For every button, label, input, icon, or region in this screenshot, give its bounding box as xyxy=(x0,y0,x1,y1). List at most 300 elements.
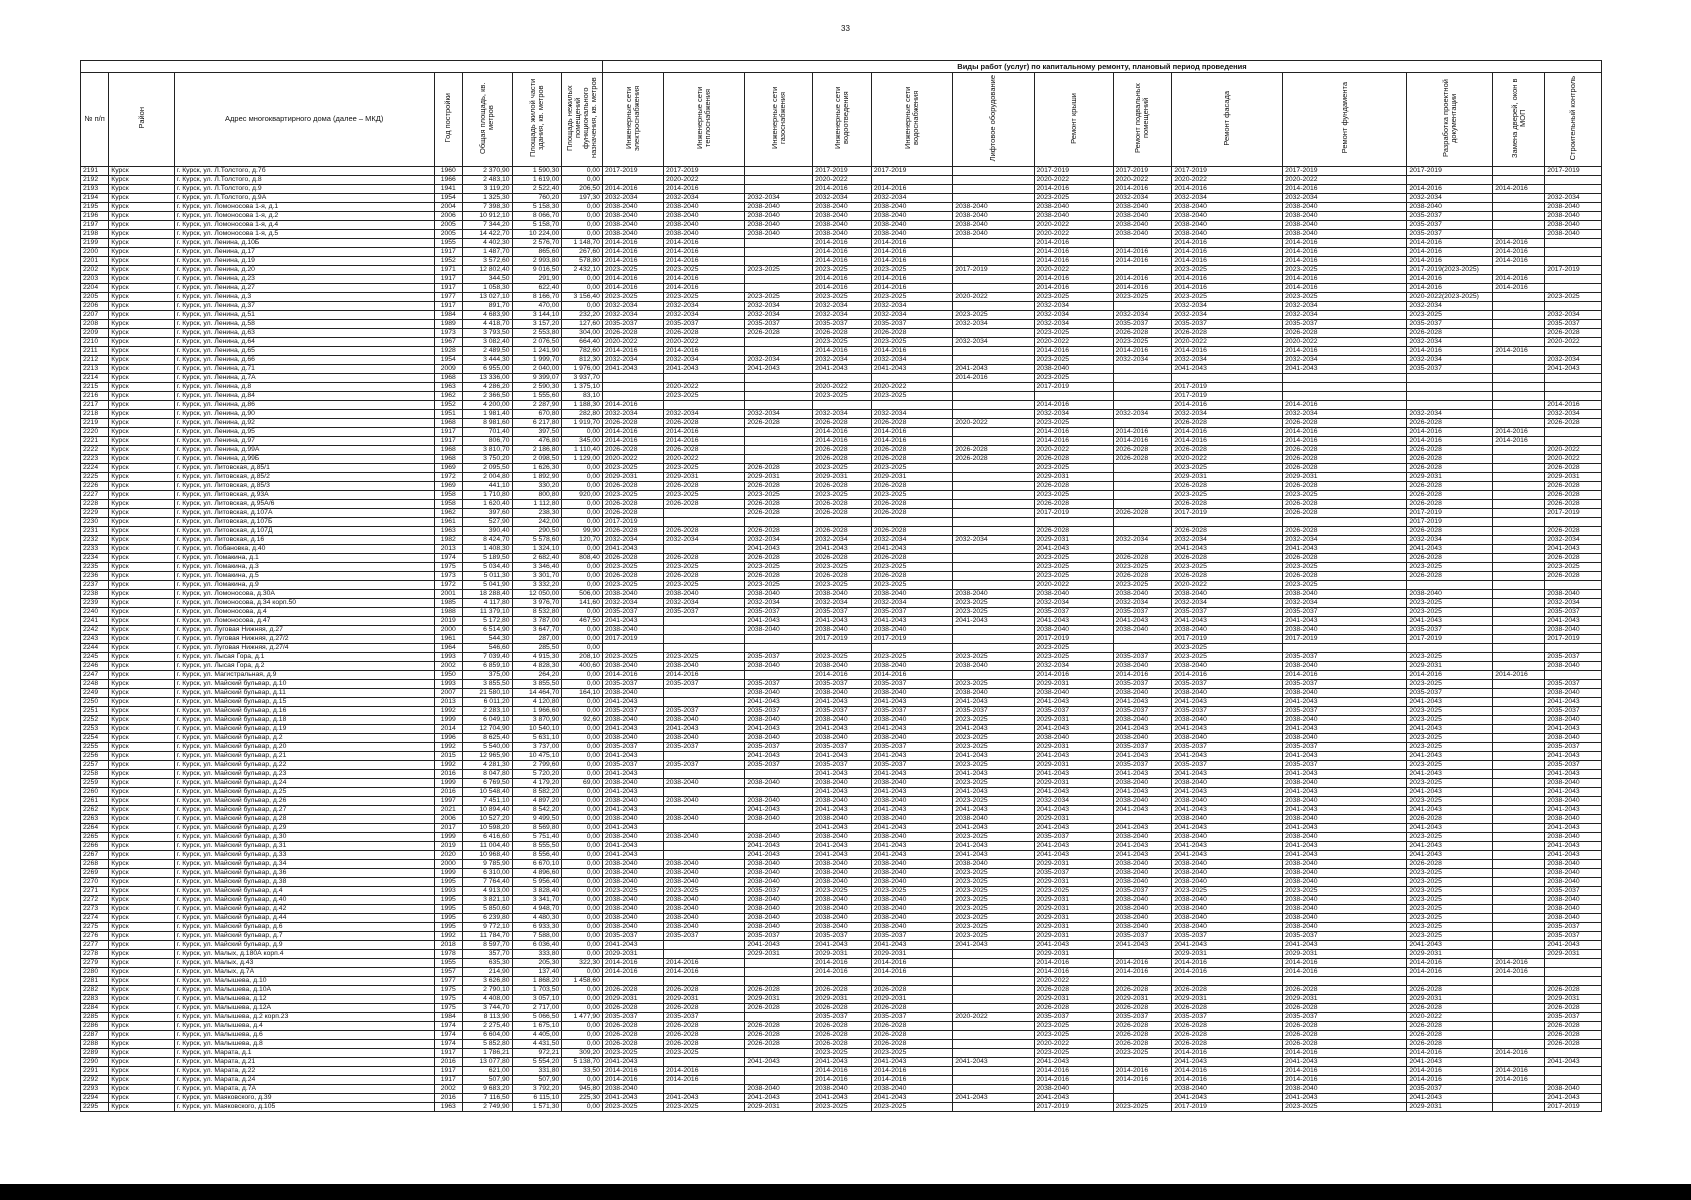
table-cell: 0,00 xyxy=(562,887,603,896)
table-cell xyxy=(953,167,1034,176)
table-cell: 1 188,30 xyxy=(562,401,603,410)
table-cell: 2026-2028 xyxy=(1545,554,1602,563)
table-cell: 2035-2037 xyxy=(663,608,744,617)
table-cell: 2041-2043 xyxy=(1113,698,1172,707)
table-cell: 2026-2028 xyxy=(1113,329,1172,338)
table-cell xyxy=(1493,581,1545,590)
table-row xyxy=(81,1058,1602,1067)
table-cell: 2038-2040 xyxy=(1113,626,1172,635)
table-cell: 2023-2025 xyxy=(1034,1022,1113,1031)
table-cell: 1972 xyxy=(434,473,462,482)
table-cell: 9 399,07 xyxy=(512,374,562,383)
table-cell: 3 750,20 xyxy=(462,455,512,464)
table-cell: Курск xyxy=(109,1013,175,1022)
table-cell xyxy=(1113,518,1172,527)
table-cell: 2038-2040 xyxy=(663,590,744,599)
table-cell: Курск xyxy=(109,644,175,653)
table-cell: 3 821,10 xyxy=(462,896,512,905)
table-row xyxy=(81,248,1602,257)
table-cell: 2023-2025 xyxy=(1034,356,1113,365)
table-cell: 441,10 xyxy=(462,482,512,491)
table-cell: 2020-2022 xyxy=(1172,581,1283,590)
table-cell: 2006 xyxy=(434,212,462,221)
table-cell: 2041-2043 xyxy=(602,1094,663,1103)
table-cell: Курск xyxy=(109,1103,175,1112)
table-cell: 0,00 xyxy=(562,635,603,644)
table-cell: 2038-2040 xyxy=(663,212,744,221)
table-cell: 2038-2040 xyxy=(663,230,744,239)
table-cell: 344,50 xyxy=(462,275,512,284)
table-cell: 2032-2034 xyxy=(871,194,952,203)
table-cell: 2026-2028 xyxy=(871,455,952,464)
table-cell xyxy=(1407,581,1493,590)
table-cell: 6 115,10 xyxy=(512,1094,562,1103)
table-cell: 2240 xyxy=(81,608,109,617)
table-cell: 2193 xyxy=(81,185,109,194)
table-cell: 3 082,40 xyxy=(462,338,512,347)
table-cell: 2023-2025 xyxy=(1034,1049,1113,1058)
table-cell xyxy=(953,1085,1034,1094)
table-cell: 2041-2043 xyxy=(1283,617,1407,626)
table-cell: 2014-2016 xyxy=(1407,239,1493,248)
table-cell: 2014-2016 xyxy=(1113,671,1172,680)
table-cell: 2219 xyxy=(81,419,109,428)
table-cell: 2035-2037 xyxy=(1113,653,1172,662)
table-cell xyxy=(602,644,663,653)
table-cell: Курск xyxy=(109,977,175,986)
table-cell: 2 576,70 xyxy=(512,239,562,248)
table-cell: 2041-2043 xyxy=(1407,752,1493,761)
table-cell: 0,00 xyxy=(562,941,603,950)
table-cell: г. Курск, ул. Ломоносова, д.34 корп.50 xyxy=(174,599,434,608)
table-cell: 2041-2043 xyxy=(1407,617,1493,626)
table-cell: 2276 xyxy=(81,932,109,941)
table-cell: 2038-2040 xyxy=(871,914,952,923)
table-cell: г. Курск, ул. Луговая Нижняя, д.27/4 xyxy=(174,644,434,653)
table-cell: 2026-2028 xyxy=(745,1031,813,1040)
table-cell xyxy=(1407,392,1493,401)
table-cell xyxy=(1493,464,1545,473)
table-cell: 2026-2028 xyxy=(871,482,952,491)
table-cell: 1995 xyxy=(434,914,462,923)
table-cell: 2023-2025 xyxy=(1034,464,1113,473)
table-cell: 2216 xyxy=(81,392,109,401)
table-cell: 701,40 xyxy=(462,428,512,437)
table-cell: г. Курск, ул. Малышева, д.10 xyxy=(174,977,434,986)
table-cell xyxy=(1493,491,1545,500)
table-cell: 2014-2016 xyxy=(1493,1049,1545,1058)
table-cell: 206,50 xyxy=(562,185,603,194)
table-cell: 2035-2037 xyxy=(813,320,872,329)
table-cell: 2035-2037 xyxy=(663,320,744,329)
table-cell: 2041-2043 xyxy=(1034,824,1113,833)
table-cell xyxy=(1113,491,1172,500)
table-cell: 2035-2037 xyxy=(663,1013,744,1022)
table-cell: 2014-2016 xyxy=(602,257,663,266)
table-cell: 1995 xyxy=(434,905,462,914)
table-cell: 2 098,50 xyxy=(512,455,562,464)
table-cell: Курск xyxy=(109,788,175,797)
table-cell: 2029-2031 xyxy=(602,950,663,959)
table-cell xyxy=(953,635,1034,644)
table-cell xyxy=(1113,1094,1172,1103)
table-cell: 2038-2040 xyxy=(813,662,872,671)
table-cell xyxy=(602,374,663,383)
table-cell: 4 200,00 xyxy=(462,401,512,410)
table-cell: 2014-2016 xyxy=(1113,248,1172,257)
table-cell: 3 937,70 xyxy=(562,374,603,383)
table-cell: 2023-2025 xyxy=(1407,707,1493,716)
table-cell: 2041-2043 xyxy=(1113,806,1172,815)
table-cell: 2035-2037 xyxy=(745,932,813,941)
table-cell: 1984 xyxy=(434,1013,462,1022)
table-cell: 2023-2025 xyxy=(1172,266,1283,275)
table-cell: 2038-2040 xyxy=(1545,860,1602,869)
table-row xyxy=(81,302,1602,311)
table-cell: г. Курск, ул. Малышева, д.12 xyxy=(174,995,434,1004)
table-cell: 2241 xyxy=(81,617,109,626)
table-cell: 2038-2040 xyxy=(1172,869,1283,878)
table-cell: 2026-2028 xyxy=(663,500,744,509)
table-cell: 2023-2025 xyxy=(1113,563,1172,572)
table-cell: 2 095,50 xyxy=(462,464,512,473)
table-cell: 2038-2040 xyxy=(745,896,813,905)
table-cell xyxy=(1545,968,1602,977)
table-cell xyxy=(953,1022,1034,1031)
table-cell: 2014-2016 xyxy=(1113,257,1172,266)
table-cell: Курск xyxy=(109,824,175,833)
table-cell: 5 852,80 xyxy=(462,1040,512,1049)
table-cell: 2035-2037 xyxy=(1545,680,1602,689)
table-cell: 2017-2019 xyxy=(813,635,872,644)
table-cell: 2017-2019 xyxy=(1172,392,1283,401)
table-cell: 2038-2040 xyxy=(871,896,952,905)
table-cell: 2023-2025 xyxy=(1407,932,1493,941)
table-cell: 2038-2040 xyxy=(1545,905,1602,914)
table-cell: 9 772,10 xyxy=(462,923,512,932)
table-cell: 2270 xyxy=(81,878,109,887)
table-cell: 2017-2019 xyxy=(1172,1103,1283,1112)
table-cell: 2224 xyxy=(81,464,109,473)
table-cell: Курск xyxy=(109,779,175,788)
table-cell: 2018 xyxy=(434,941,462,950)
table-cell: 2035-2037 xyxy=(1172,761,1283,770)
table-cell: 2023-2025 xyxy=(871,266,952,275)
table-cell xyxy=(1407,401,1493,410)
table-cell: 14 464,70 xyxy=(512,689,562,698)
table-cell: 2014-2016 xyxy=(1113,968,1172,977)
table-cell: 2026-2028 xyxy=(1113,986,1172,995)
table-row xyxy=(81,455,1602,464)
table-cell xyxy=(1493,1103,1545,1112)
table-cell: 2020-2022 xyxy=(1034,977,1113,986)
table-cell: 2032-2034 xyxy=(813,356,872,365)
table-cell: 2026-2028 xyxy=(1172,500,1283,509)
column-header: Инженерные сети газоснабжения xyxy=(745,73,813,167)
table-cell: 2207 xyxy=(81,311,109,320)
table-cell: 1978 xyxy=(434,950,462,959)
table-row xyxy=(81,698,1602,707)
table-cell: 6 049,10 xyxy=(462,716,512,725)
table-cell: Курск xyxy=(109,851,175,860)
table-cell: 2032-2034 xyxy=(953,320,1034,329)
table-cell: 2026-2028 xyxy=(1283,509,1407,518)
table-cell: 2026-2028 xyxy=(1407,1022,1493,1031)
table-cell: 4 402,30 xyxy=(462,239,512,248)
table-cell: 2026-2028 xyxy=(813,482,872,491)
table-cell xyxy=(1493,230,1545,239)
table-cell: 2026-2028 xyxy=(745,1022,813,1031)
table-row xyxy=(81,707,1602,716)
table-cell: 2238 xyxy=(81,590,109,599)
table-cell: 2026-2028 xyxy=(663,482,744,491)
table-cell: 0,00 xyxy=(562,905,603,914)
table-cell: 2041-2043 xyxy=(953,365,1034,374)
table-cell xyxy=(1493,545,1545,554)
table-cell: 1 976,00 xyxy=(562,365,603,374)
table-cell: 3 144,10 xyxy=(512,311,562,320)
table-cell xyxy=(1545,239,1602,248)
table-cell: г. Курск, ул. Марата, д.7А xyxy=(174,1085,434,1094)
table-cell xyxy=(745,185,813,194)
table-cell: 2026-2028 xyxy=(1407,1004,1493,1013)
table-cell xyxy=(1493,725,1545,734)
table-cell: 2038-2040 xyxy=(1407,203,1493,212)
table-cell: 1917 xyxy=(434,302,462,311)
table-cell: 2035-2037 xyxy=(1172,707,1283,716)
table-cell: 2035-2037 xyxy=(745,761,813,770)
table-cell: 2029-2031 xyxy=(1034,914,1113,923)
table-cell: 3 444,30 xyxy=(462,356,512,365)
table-cell: 2035-2037 xyxy=(1113,761,1172,770)
table-cell xyxy=(1493,833,1545,842)
table-cell: 2035-2037 xyxy=(813,680,872,689)
table-cell: 2029-2031 xyxy=(1172,995,1283,1004)
table-row xyxy=(81,464,1602,473)
table-cell: 2038-2040 xyxy=(813,815,872,824)
table-cell: г. Курск, ул. Майский бульвар, д.34 xyxy=(174,860,434,869)
table-cell: 2035-2037 xyxy=(745,653,813,662)
table-cell: 8 047,80 xyxy=(462,770,512,779)
table-cell xyxy=(953,572,1034,581)
table-cell: 2 717,00 xyxy=(512,1004,562,1013)
table-cell: 2026-2028 xyxy=(1113,509,1172,518)
table-cell: 2038-2040 xyxy=(1283,779,1407,788)
table-cell: 232,20 xyxy=(562,311,603,320)
table-cell: 1960 xyxy=(434,167,462,176)
table-cell xyxy=(813,401,872,410)
table-cell xyxy=(953,464,1034,473)
table-cell: г. Курск, ул. Ломоносова 1-я, д.2 xyxy=(174,212,434,221)
table-cell: 2032-2034 xyxy=(1113,356,1172,365)
table-cell: 2013 xyxy=(434,545,462,554)
table-cell: 0,00 xyxy=(562,698,603,707)
table-cell: 2035-2037 xyxy=(1034,869,1113,878)
table-cell xyxy=(745,977,813,986)
table-cell: 0,00 xyxy=(562,995,603,1004)
table-cell: 2026-2028 xyxy=(1407,446,1493,455)
table-row xyxy=(81,1004,1602,1013)
table-cell xyxy=(745,770,813,779)
table-cell: 2035-2037 xyxy=(1545,932,1602,941)
table-cell xyxy=(1113,545,1172,554)
table-cell: 8 582,20 xyxy=(512,788,562,797)
table-row xyxy=(81,914,1602,923)
table-cell: 2038-2040 xyxy=(1172,716,1283,725)
table-cell: 2035-2037 xyxy=(602,743,663,752)
column-header: Лифтовое оборудование xyxy=(953,73,1034,167)
table-row xyxy=(81,851,1602,860)
table-cell: 2032-2034 xyxy=(663,194,744,203)
table-cell xyxy=(663,842,744,851)
table-cell: 2026-2028 xyxy=(1113,1040,1172,1049)
table-cell: 2014-2016 xyxy=(1034,428,1113,437)
table-cell: Курск xyxy=(109,572,175,581)
table-cell: 2026-2028 xyxy=(1283,1004,1407,1013)
table-cell: 2041-2043 xyxy=(1283,770,1407,779)
table-cell: 2032-2034 xyxy=(1172,356,1283,365)
table-cell: 0,00 xyxy=(562,788,603,797)
table-cell: 1968 xyxy=(434,419,462,428)
table-cell: 3 332,20 xyxy=(512,581,562,590)
table-cell: 2014-2016 xyxy=(1172,1067,1283,1076)
table-cell: 2014-2016 xyxy=(871,428,952,437)
table-cell: 2026-2028 xyxy=(602,1040,663,1049)
table-cell: 2014-2016 xyxy=(813,959,872,968)
table-cell: 2041-2043 xyxy=(745,365,813,374)
table-cell: 2038-2040 xyxy=(1113,689,1172,698)
table-cell: 2264 xyxy=(81,824,109,833)
table-cell: 2026-2028 xyxy=(1407,860,1493,869)
table-cell: Курск xyxy=(109,1067,175,1076)
table-cell xyxy=(1545,302,1602,311)
table-cell: 2032-2034 xyxy=(663,599,744,608)
table-cell: 2041-2043 xyxy=(602,545,663,554)
table-cell: 2026-2028 xyxy=(602,1004,663,1013)
table-cell: 2038-2040 xyxy=(1113,590,1172,599)
table-cell: 2029-2031 xyxy=(1034,815,1113,824)
table-cell: 2026-2028 xyxy=(871,986,952,995)
table-cell: 2029-2031 xyxy=(1034,716,1113,725)
table-row xyxy=(81,995,1602,1004)
table-cell: 2023-2025 xyxy=(602,491,663,500)
table-cell xyxy=(953,644,1034,653)
table-cell: 2023-2025 xyxy=(663,1049,744,1058)
table-cell: Курск xyxy=(109,248,175,257)
table-cell: 2 790,10 xyxy=(462,986,512,995)
table-cell: 2032-2034 xyxy=(1283,194,1407,203)
table-cell xyxy=(813,977,872,986)
table-cell: 2014-2016 xyxy=(1283,968,1407,977)
table-cell: 2254 xyxy=(81,734,109,743)
table-cell: 1992 xyxy=(434,932,462,941)
table-cell: 1993 xyxy=(434,680,462,689)
table-row xyxy=(81,212,1602,221)
table-cell: 2041-2043 xyxy=(871,752,952,761)
table-cell: Курск xyxy=(109,554,175,563)
table-cell: 2038-2040 xyxy=(1034,203,1113,212)
table-cell: 2038-2040 xyxy=(1172,203,1283,212)
table-cell: 2023-2025 xyxy=(745,581,813,590)
table-cell: 3 157,20 xyxy=(512,320,562,329)
table-cell: 2023-2025 xyxy=(1113,293,1172,302)
table-cell: 2192 xyxy=(81,176,109,185)
table-cell: 2194 xyxy=(81,194,109,203)
table-cell: 2041-2043 xyxy=(953,851,1034,860)
table-row xyxy=(81,824,1602,833)
table-cell: 2290 xyxy=(81,1058,109,1067)
table-cell: Курск xyxy=(109,185,175,194)
table-cell: 2032-2034 xyxy=(871,536,952,545)
table-cell: 345,00 xyxy=(562,437,603,446)
table-cell: 2038-2040 xyxy=(602,734,663,743)
table-cell xyxy=(1407,176,1493,185)
table-cell xyxy=(745,788,813,797)
table-cell: 2026-2028 xyxy=(745,986,813,995)
table-cell xyxy=(663,401,744,410)
table-cell: 2038-2040 xyxy=(813,869,872,878)
table-cell: Курск xyxy=(109,257,175,266)
table-cell: 2041-2043 xyxy=(1034,725,1113,734)
table-cell: 2032-2034 xyxy=(1545,311,1602,320)
table-cell: 2200 xyxy=(81,248,109,257)
table-cell: г. Курск, ул. Майский бульвар, д.18 xyxy=(174,716,434,725)
table-cell: Курск xyxy=(109,1004,175,1013)
table-cell: 1984 xyxy=(434,311,462,320)
table-cell: 2014-2016 xyxy=(1493,257,1545,266)
table-cell xyxy=(663,851,744,860)
table-cell: 0,00 xyxy=(562,770,603,779)
table-cell: 2038-2040 xyxy=(1545,626,1602,635)
table-cell: 8 532,80 xyxy=(512,608,562,617)
table-cell: 2014-2016 xyxy=(953,374,1034,383)
table-cell: 760,20 xyxy=(512,194,562,203)
table-cell: 3 301,70 xyxy=(512,572,562,581)
table-cell: 2199 xyxy=(81,239,109,248)
table-cell: 2023-2025 xyxy=(1172,293,1283,302)
table-cell: 1958 xyxy=(434,491,462,500)
table-cell: 2260 xyxy=(81,788,109,797)
table-cell: 2041-2043 xyxy=(1113,824,1172,833)
table-cell xyxy=(953,1067,1034,1076)
table-cell: 2198 xyxy=(81,230,109,239)
table-cell: 2026-2028 xyxy=(871,572,952,581)
table-cell: 2038-2040 xyxy=(663,716,744,725)
table-cell: 2038-2040 xyxy=(745,230,813,239)
table-cell: 2273 xyxy=(81,905,109,914)
table-cell: 0,00 xyxy=(562,473,603,482)
table-cell: 1995 xyxy=(434,896,462,905)
table-cell: 2038-2040 xyxy=(745,716,813,725)
table-row xyxy=(81,617,1602,626)
table-cell: 2026-2028 xyxy=(1113,455,1172,464)
table-cell: 2038-2040 xyxy=(1545,662,1602,671)
table-cell: 2014-2016 xyxy=(1034,437,1113,446)
table-cell: 2032-2034 xyxy=(1172,311,1283,320)
table-cell: 1962 xyxy=(434,509,462,518)
table-cell xyxy=(1493,482,1545,491)
table-cell: 2029-2031 xyxy=(1283,995,1407,1004)
table-row xyxy=(81,581,1602,590)
table-cell: 2250 xyxy=(81,698,109,707)
table-cell: 5 041,90 xyxy=(462,581,512,590)
table-cell: 2035-2037 xyxy=(602,932,663,941)
table-cell: 2041-2043 xyxy=(813,365,872,374)
table-cell: Курск xyxy=(109,428,175,437)
table-cell: 2041-2043 xyxy=(602,617,663,626)
table-cell xyxy=(953,194,1034,203)
table-cell: 2032-2034 xyxy=(602,410,663,419)
